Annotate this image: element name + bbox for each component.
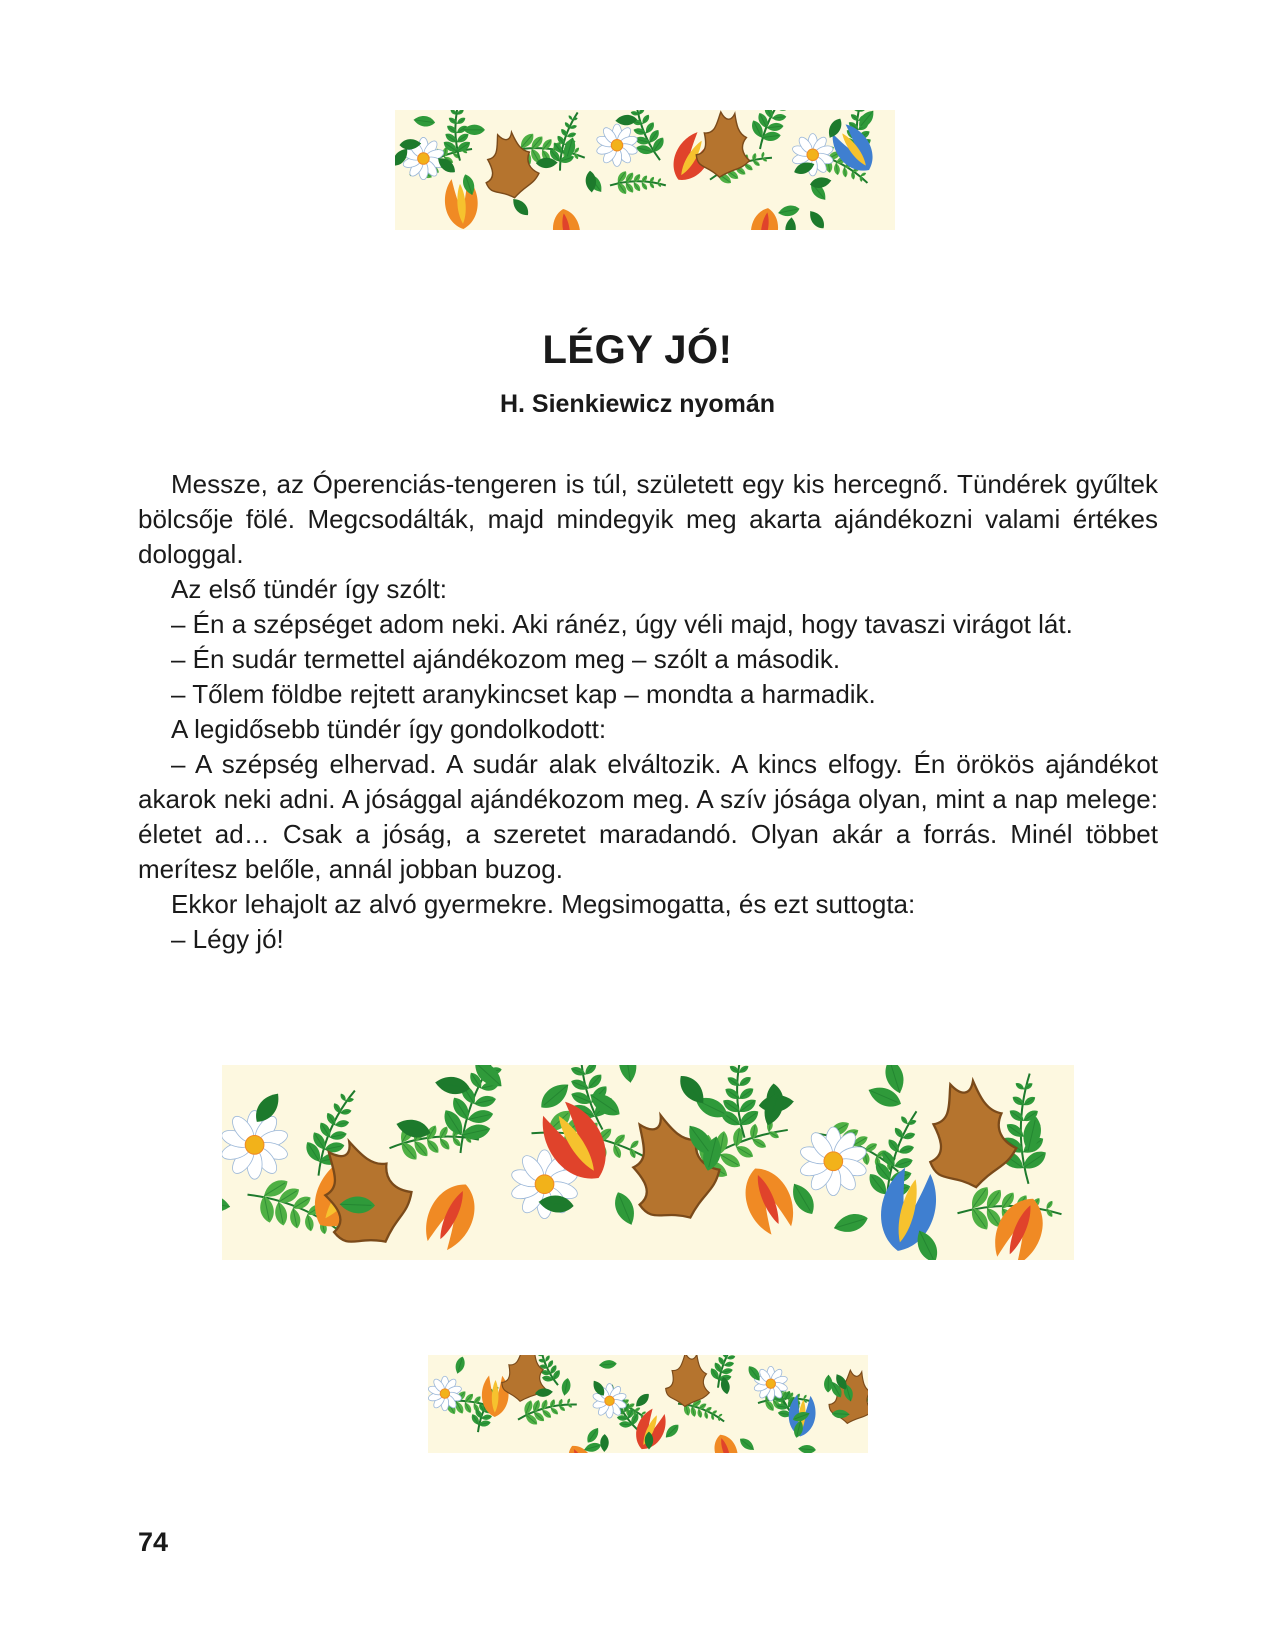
story-paragraph-1: Messze, az Óperenciás-tengeren is túl, született egy kis hercegnő. Tündérek gyűltek bölcsője fölé. Megcsodálták, majd mindegyik meg akarta ajándékozni valami értékes dologgal. (138, 469, 1158, 569)
floral-border-bottom (428, 1355, 868, 1453)
floral-border-middle (222, 1065, 1074, 1260)
story-paragraph-5: – Tőlem földbe rejtett aranykincset kap – mondta a harmadik. (171, 679, 876, 709)
floral-border-bottom-icon (428, 1355, 868, 1453)
story-paragraph-2: Az első tündér így szólt: (171, 574, 448, 604)
floral-border-top (395, 110, 895, 230)
story-paragraph-8: Ekkor lehajolt az alvó gyermekre. Megsimogatta, és ezt suttogta: (171, 889, 916, 919)
floral-border-top-icon (395, 110, 895, 230)
floral-border-middle-icon (222, 1065, 1074, 1260)
page-number: 74 (138, 1527, 169, 1557)
story-paragraph-9: – Légy jó! (171, 924, 284, 954)
page-title: LÉGY JÓ! (542, 328, 733, 372)
story-paragraph-3: – Én a szépséget adom neki. Aki ránéz, úgy véli majd, hogy tavaszi virágot lát. (171, 609, 1073, 639)
story-paragraph-6: A legidősebb tündér így gondolkodott: (171, 714, 607, 744)
story-paragraph-7: – A szépség elhervad. A sudár alak elváltozik. A kincs elfogy. Én örökös ajándékot akarok neki adni. A jósággal ajándékozom meg. A szív jósága olyan, mint a nap melege: életet ad… Csak a jóság, a szeretet maradandó. Olyan akár a forrás. Minél többet merítesz belőle, annál jobban buzog. (138, 749, 1158, 884)
story-text (138, 467, 1158, 957)
page-subtitle: H. Sienkiewicz nyomán (499, 390, 776, 418)
story-paragraph-4: – Én sudár termettel ajándékozom meg – szólt a második. (171, 644, 841, 674)
